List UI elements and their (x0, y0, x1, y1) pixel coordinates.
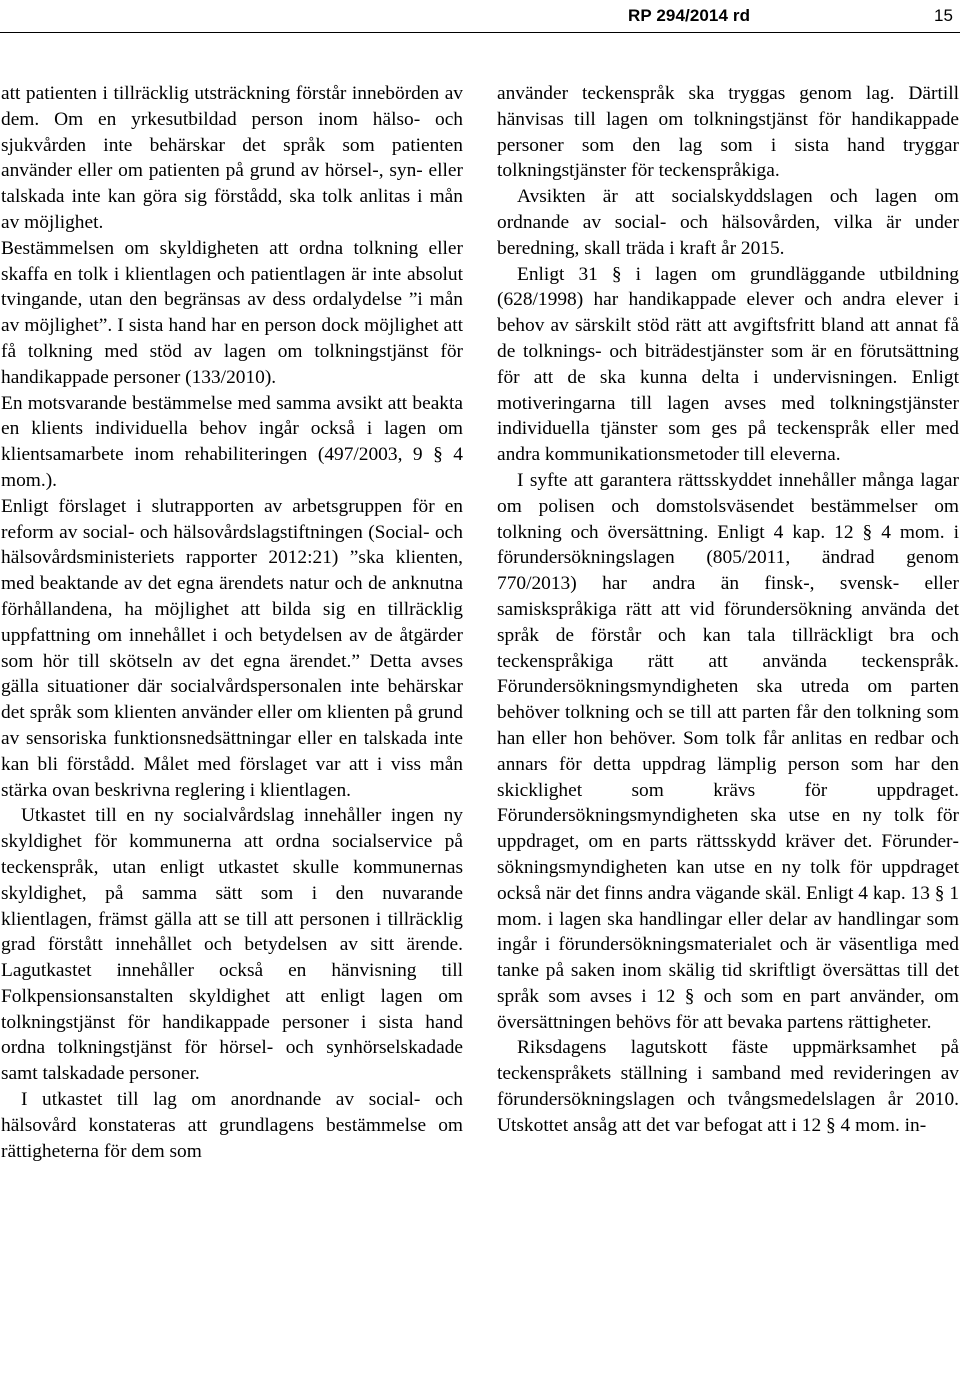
header-divider (0, 32, 960, 33)
paragraph: Riksdagens lagutskott fäste uppmärksamhet på teckenspråkets ställning i samband med revideringen av förundersökningslagen och tvångsmedelslagen år 2010. Utskottet ansåg att det var befogat att i 12 § 4 mom. in- (497, 1037, 959, 1136)
right-column (497, 81, 959, 1139)
page-number: 15 (934, 6, 953, 25)
paragraph: Utkastet till en ny socialvårdslag innehåller ingen ny skyldighet för kommunerna att ordna socialservice på teckenspråk, utan enligt utkastet skulle kommunernas skyldighet, på samma sätt som i den nuvarande klientlagen, främst gälla att se till att personen i tillräcklig grad förstått innehållet och betydelsen av sitt ärende. Lagutkastet innehåller också en hänvisning till Folkpensionsanstalten skyldighet att enligt lagen om tolkningstjänst för handikappade personer i sista hand ordna tolkningstjänst för hörsel- och synhörselskadade samt talskadade personer. (1, 805, 463, 1085)
paragraph: Enligt 31 § i lagen om grundläggande utbildning (628/1998) har handikappade elever och andra elever i behov av särskilt stöd rätt att avgiftsfritt bland att annat få de tolknings- och biträdestjänster som är en förutsättning för att de ska kunna delta i undervisningen. Enligt motiveringarna till lagen avses med tolkningstjänster individuella tjänster som ges på teckenspråk eller med andra kommunikationsmetoder till eleverna. (497, 263, 959, 466)
paragraph: Enligt förslaget i slutrapporten av arbetsgruppen för en reform av social- och hälsovårdslagstiftningen (Social- och hälsovårdsministeriets rapporter 2012:21) ”ska klienten, med beaktande av det egna ärendets natur och de anknutna förhållandena, ha möjlighet att bilda sig en tillräcklig uppfattning om innehållet i och betydelsen av de åtgärder som hör till skötseln av det egna ärendet.” Detta avses gälla situationer där socialvårdspersonalen inte behärskar det språk som klienten använder eller om klienten på grund av sensoriska funktionsnedsättningar eller en talskada inte kan bli förstådd. Målet med förslaget var att i viss mån stärka ovan beskrivna reglering i klientlagen. (1, 495, 463, 801)
paragraph: använder teckenspråk ska tryggas genom lag. Därtill hänvisas till lagen om tolkningstjänst för handikappade personer som den lag som i sista hand tryggar tolkningstjänster för teckenspråkiga. (497, 83, 959, 182)
paragraph: att patienten i tillräcklig utsträckning förstår innebörden av dem. Om en yrkesutbildad person inom hälso- och sjukvården inte behärskar det språk som patienten använder eller om patienten på grund av hörsel-, syn- eller talskada inte kan göra sig förstådd, ska tolk anlitas i mån av möjlighet. (1, 83, 463, 233)
paragraph: Bestämmelsen om skyldigheten att ordna tolkning eller skaffa en tolk i klientlagen och patientlagen är inte absolut tvingande, utan den begränsas av dess ordalydelse ”i mån av möjlighet”. I sista hand har en person dock möjlighet att få tolkning med stöd av lagen om tolkningstjänst för handikappade personer (133/2010). (1, 237, 463, 388)
paragraph: I syfte att garantera rättsskyddet innehåller många lagar om polisen och domstolsväsendet bestämmelser om tolkning och översättning. Enligt 4 kap. 12 § 4 mom. i förundersökningslagen (805/2011, ändrad genom 770/2013) har andra än finsk-, svensk- eller samiskspråkiga rätt att vid förundersökning använda det språk de förstår och kan tala tillräckligt bra och teckenspråkiga rätt att använda teckenspråk. Förundersökningsmyndigheten ska utreda om parten behöver tolkning och se till att parten får den tolkning som han eller hon behöver. Som tolk får anlitas en redbar och annars för detta uppdrag lämplig person som har den skicklighet som krävs för uppdraget. Förundersökningsmyndigheten ska utse en ny tolk för uppdraget, om en parts rättsskydd kräver det. Förundersökningsmyndigheten kan utse en ny tolk för uppdraget också när det finns andra vägande skäl. Enligt 4 kap. 13 § 1 mom. i lagen ska handlingar eller delar av handlingar som ingår i förundersökningsmaterialet och är väsentliga med tanke på saken inom skälig tid skriftligt översättas till det språk som avses i 12 § och som en part använder, om översättningen behövs för att bevaka partens rättigheter. (497, 469, 960, 1033)
paragraph: Avsikten är att socialskyddslagen och lagen om ordnande av social- och hälsovården, vilka är under beredning, skall träda i kraft år 2015. (497, 186, 959, 259)
paragraph: En motsvarande bestämmelse med samma avsikt att beakta en klients individuella behov ingår också i lagen om klientsamarbete inom rehabiliteringen (497/2003, 9 § 4 mom.). (1, 392, 463, 491)
page-header (0, 0, 960, 30)
document-reference: RP 294/2014 rd (628, 6, 751, 25)
left-column (1, 81, 463, 1164)
paragraph: I utkastet till lag om anordnande av social- och hälsovård konstateras att grundlagens bestämmelse om rättigheterna för dem som (1, 1089, 463, 1162)
